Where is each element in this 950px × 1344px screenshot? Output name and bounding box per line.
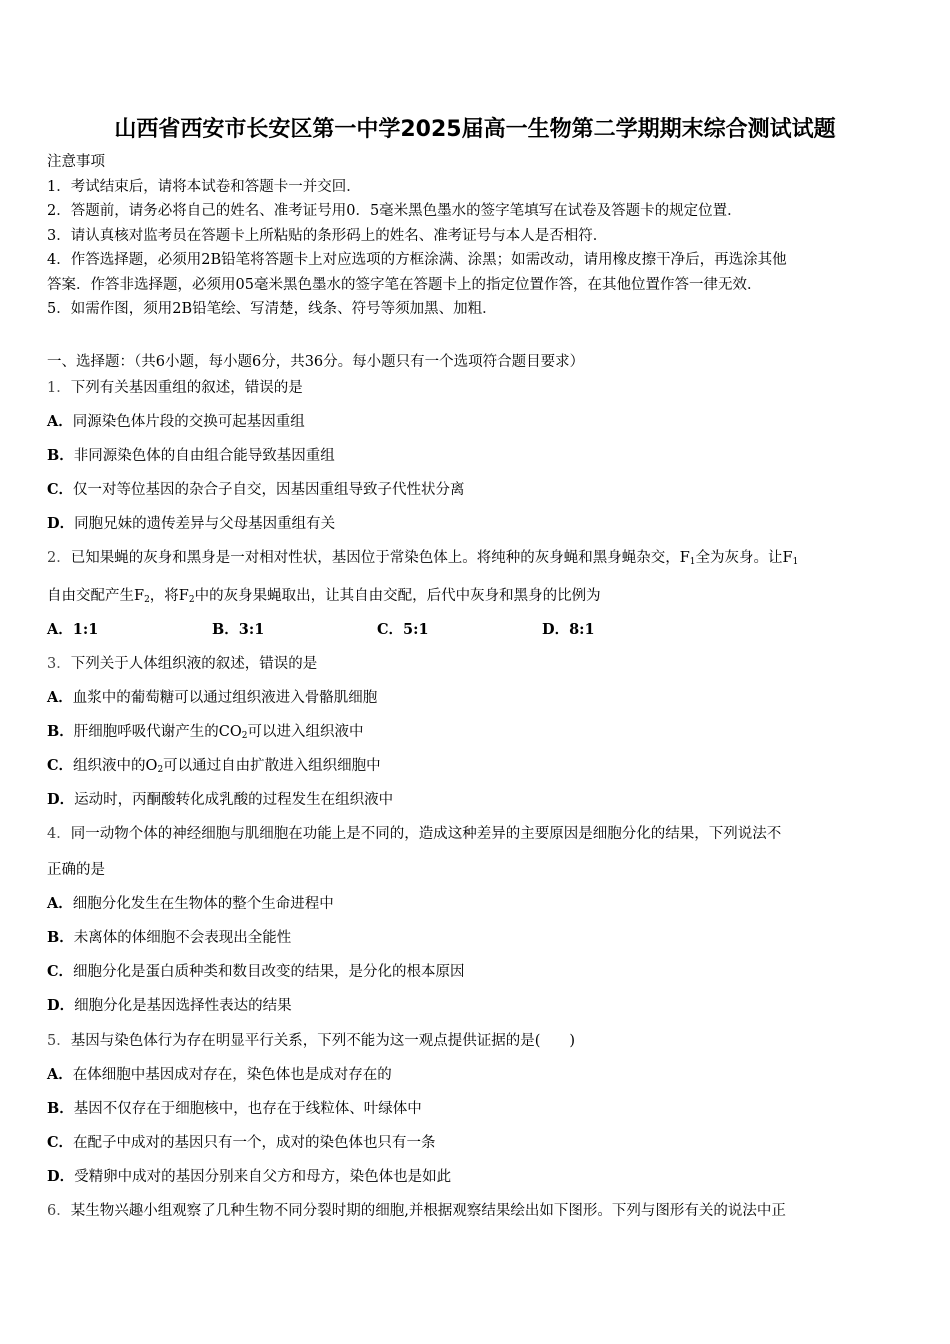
question-text: 中的灰身果蝇取出，让其自由交配，后代中灰身和黑身的比例为: [194, 588, 601, 604]
question-4-option-a: [47, 892, 334, 913]
option-text: 肝细胞呼吸代谢产生的CO: [73, 724, 242, 740]
question-2-option-a: A．1:1: [47, 621, 99, 638]
question-text: 某生物兴趣小组观察了几种生物不同分裂时期的细胞,并根据观察结果绘出如下图形。下列与图形有关的说法中正: [70, 1203, 786, 1219]
option-label: C．: [47, 963, 74, 980]
question-number: 4．: [47, 826, 71, 842]
question-2-option-c: C．5:1: [377, 621, 429, 638]
question-1-option-c: [47, 478, 465, 499]
option-label: C．: [47, 481, 74, 498]
notes-heading: 注意事项: [47, 154, 105, 170]
option-label: A．: [47, 689, 73, 706]
option-text: 细胞分化是蛋白质种类和数目改变的结果，是分化的根本原因: [73, 964, 465, 980]
question-number: 5．: [47, 1033, 71, 1049]
question-2-stem-line-1: [47, 546, 798, 567]
option-label: A．: [47, 1066, 73, 1083]
question-5-option-c: [47, 1131, 436, 1152]
section-heading: 一、选择题：（共6小题，每小题6分，共36分。每小题只有一个选项符合题目要求）: [47, 354, 585, 370]
question-3-option-d: [47, 788, 393, 809]
question-2-stem-line-2: [47, 584, 601, 605]
question-2-option-d: D．8:1: [542, 621, 595, 638]
question-5-stem: [47, 1029, 575, 1050]
option-label: B．: [47, 1100, 74, 1117]
question-3-option-a: [47, 686, 377, 707]
subscript: 2: [241, 731, 248, 741]
question-text: 下列有关基因重组的叙述，错误的是: [70, 380, 303, 396]
option-text: 组织液中的O: [73, 758, 158, 774]
option-text: 可以通过自由扩散进入组织细胞中: [163, 758, 381, 774]
option-text: 在体细胞中基因成对存在，染色体也是成对存在的: [72, 1067, 392, 1083]
subscript: 2: [157, 765, 164, 775]
option-label: C．: [47, 757, 74, 774]
question-2-option-b: B．3:1: [212, 621, 265, 638]
question-6-stem: [47, 1199, 786, 1220]
notes-section: [47, 150, 907, 322]
notes-item: 1．考试结束后，请将本试卷和答题卡一并交回．: [47, 178, 361, 195]
notes-item: 2．答题前，请务必将自己的姓名、准考证号用0．5毫米黑色墨水的签字笔填写在试卷及答题卡的规定位置．: [47, 203, 742, 219]
question-1-option-b: [47, 444, 335, 465]
question-5-option-b: [47, 1097, 422, 1118]
option-label: C．: [47, 1134, 74, 1151]
option-text: 血浆中的葡萄糖可以通过组织液进入骨骼肌细胞: [72, 690, 378, 706]
question-4-option-b: [47, 926, 291, 947]
question-text: 基因与染色体行为存在明显平行关系，下列不能为这一观点提供证据的是( ): [70, 1033, 576, 1049]
question-5-option-d: [47, 1165, 451, 1186]
question-1-option-a: [47, 410, 305, 431]
option-text: 运动时，丙酮酸转化成乳酸的过程发生在组织液中: [74, 792, 394, 808]
option-text: 仅一对等位基因的杂合子自交，因基因重组导致子代性状分离: [73, 482, 465, 498]
option-text: 细胞分化发生在生物体的整个生命进程中: [72, 896, 334, 912]
option-label: B．: [47, 447, 74, 464]
option-text: 非同源染色体的自由组合能导致基因重组: [73, 448, 335, 464]
option-label: B．: [47, 929, 74, 946]
question-text: 自由交配产生F: [47, 588, 145, 604]
option-text: 受精卵中成对的基因分别来自父方和母方，染色体也是如此: [74, 1169, 452, 1185]
option-text: 可以进入组织液中: [247, 724, 364, 740]
question-1-stem: [47, 376, 303, 397]
question-2-options: [47, 618, 707, 639]
option-text: 同胞兄妹的遗传差异与父母基因重组有关: [74, 516, 336, 532]
question-4-option-d: [47, 994, 292, 1015]
notes-item: 3．请认真核对监考员在答题卡上所粘贴的条形码上的姓名、准考证号与本人是否相符．: [47, 227, 608, 244]
question-text: 下列关于人体组织液的叙述，错误的是: [70, 656, 318, 672]
subscript: 2: [188, 595, 195, 605]
option-label: D．: [47, 1168, 75, 1185]
question-number: 1．: [47, 380, 71, 396]
option-label: A．: [47, 895, 73, 912]
question-3-option-c: [47, 754, 381, 775]
option-label: D．: [47, 791, 75, 808]
option-label: A．: [47, 413, 73, 430]
option-text: 在配子中成对的基因只有一个，成对的染色体也只有一条: [73, 1135, 436, 1151]
question-number: 2．: [47, 550, 71, 566]
question-1-option-d: [47, 512, 335, 533]
option-text: 同源染色体片段的交换可起基因重组: [72, 414, 305, 430]
subscript: 1: [792, 557, 799, 567]
notes-item: 答案．作答非选择题，必须用05毫米黑色墨水的签字笔在答题卡上的指定位置作答，在其他位置作答一律无效．: [47, 276, 762, 293]
option-label: D．: [47, 515, 75, 532]
question-3-stem: [47, 652, 317, 673]
question-3-option-b: [47, 720, 363, 741]
subscript: 2: [144, 595, 150, 605]
question-5-option-a: [47, 1063, 392, 1084]
option-text: 未离体的体细胞不会表现出全能性: [73, 930, 292, 946]
option-text: 细胞分化是基因选择性表达的结果: [74, 998, 292, 1014]
option-label: B．: [47, 723, 74, 740]
option-text: 基因不仅存在于细胞核中，也存在于线粒体、叶绿体中: [73, 1101, 422, 1117]
question-4-stem-line-2: 正确的是: [47, 862, 105, 878]
subscript: 1: [689, 557, 696, 567]
notes-item: 5．如需作图，须用2B铅笔绘、写清楚，线条、符号等须加黑、加粗．: [47, 301, 497, 317]
question-text: 全为灰身。让F: [695, 550, 793, 566]
question-text: ，将F: [149, 588, 189, 604]
question-4-stem-line-1: [47, 822, 781, 843]
question-text: 同一动物个体的神经细胞与肌细胞在功能上是不同的，造成这种差异的主要原因是细胞分化的结果，下列说法不: [70, 826, 782, 842]
question-number: 3．: [47, 656, 71, 672]
exam-title: 山西省西安市长安区第一中学2025届高一生物第二学期期末综合测试试题: [114, 117, 836, 142]
question-4-option-c: [47, 960, 465, 981]
question-text: 已知果蝇的灰身和黑身是一对相对性状，基因位于常染色体上。将纯种的灰身蝇和黑身蝇杂交，F: [70, 550, 690, 566]
option-label: D．: [47, 997, 75, 1014]
question-number: 6．: [47, 1203, 71, 1219]
notes-item: 4．作答选择题，必须用2B铅笔将答题卡上对应选项的方框涂满、涂黑；如需改动，请用橡皮擦干净后，再选涂其他: [47, 252, 787, 268]
